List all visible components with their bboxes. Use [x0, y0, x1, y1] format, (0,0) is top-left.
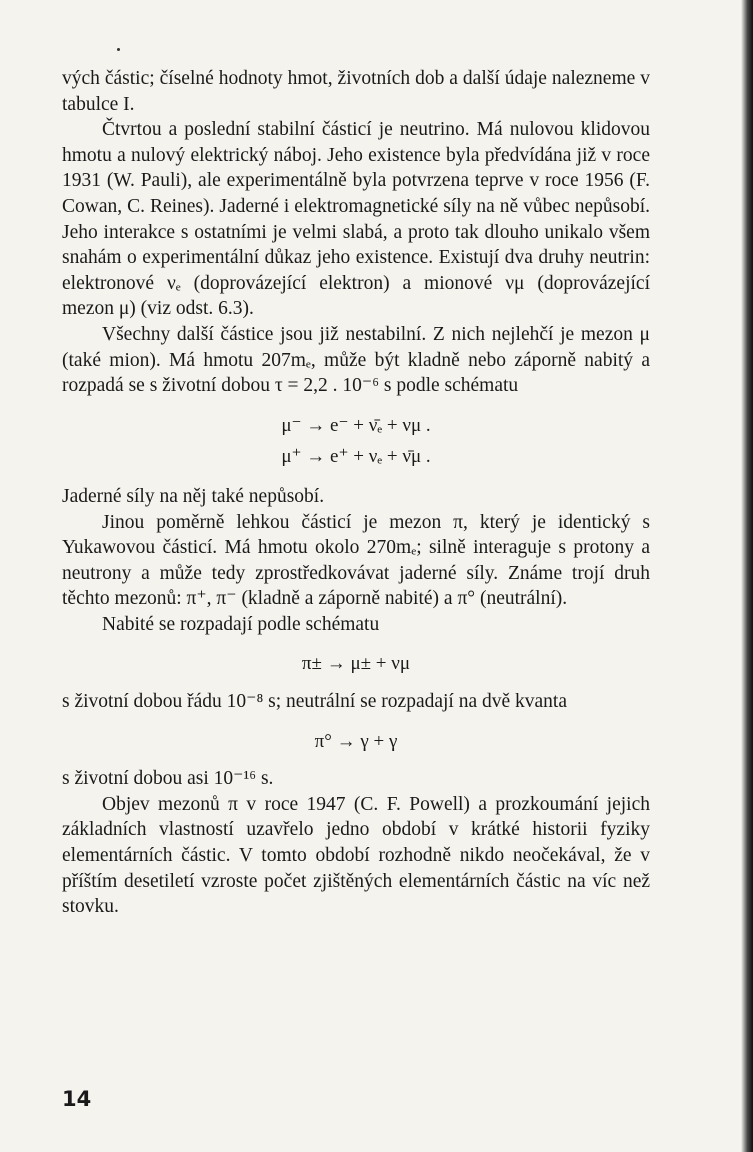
paragraph-discovery: Objev mezonů π v roce 1947 (C. F. Powell) a prozkoumání jejich základních vlastností uzavřelo jedno období v krátké historii fyziky elementárních částic. V tomto období rozhodně nikdo neočekával, že v příštím desetiletí vzroste počet zjištěných elementárních částic na víc než stovku. — [62, 793, 650, 918]
paragraph-charged-decay: Nabité se rozpadají podle schématu — [102, 613, 380, 635]
paragraph-1: vých částic; číselné hodnoty hmot, životních dob a další údaje nalezneme v tabulce I. — [62, 68, 650, 115]
page-speck — [117, 48, 120, 51]
page-edge-shadow — [741, 0, 753, 1152]
page-text — [62, 66, 650, 920]
paragraph-nuclear-forces: Jaderné síly na něj také nepůsobí. — [62, 485, 325, 507]
page-number: 14 — [62, 1087, 92, 1111]
paragraph-muon: Všechny další částice jsou již nestabilní. Z nich nejlehčí je mezon μ (také mion). Má hmotu 207mₑ, může být kladně nebo záporně nabitý a rozpadá se s životní dobou τ = 2,2 . 10⁻⁶ s podle schématu — [62, 323, 650, 397]
equation-pion-neutral: π° → γ + γ — [314, 730, 398, 752]
paragraph-neutrino: Čtvrtou a poslední stabilní částicí je neutrino. Má nulovou klidovou hmotu a nulový elektrický náboj. Jeho existence byla předvídána již v roce 1931 (W. Pauli), ale experimentálně byla potvrzena teprve v roce 1956 (F. Cowan, C. Reines). Jaderné i elektromagnetické síly na ně vůbec nepůsobí. Jeho interakce s ostatními je velmi slabá, a proto tak dlouho unikalo všem snahám o experimentální důkaz jeho existence. Existují dva druhy neutrin: elektronové νₑ (doprovázející elektron) a mionové νμ (doprovázející mezon μ) (viz odst. 6.3). — [62, 119, 650, 320]
paragraph-lifetime-charged: s životní dobou řádu 10⁻⁸ s; neutrální se rozpadají na dvě kvanta — [62, 691, 568, 713]
equation-pion-charged: π± → μ± + νμ — [301, 653, 411, 675]
equation-muon-plus: μ⁺ → e⁺ + νₑ + ν̄μ . — [281, 446, 431, 468]
paragraph-lifetime-neutral: s životní dobou asi 10⁻¹⁶ s. — [62, 768, 274, 790]
equation-muon-minus: μ⁻ → e⁻ + ν̄ₑ + νμ . — [281, 414, 431, 436]
paragraph-pion: Jinou poměrně lehkou částicí je mezon π, který je identický s Yukawovou částicí. Má hmotu okolo 270mₑ; silně interaguje s protony a neutrony a může tedy zprostředkovávat jaderné síly. Známe trojí druh těchto mezonů: π⁺, π⁻ (kladně a záporně nabité) a π° (neutrální). — [62, 511, 650, 610]
